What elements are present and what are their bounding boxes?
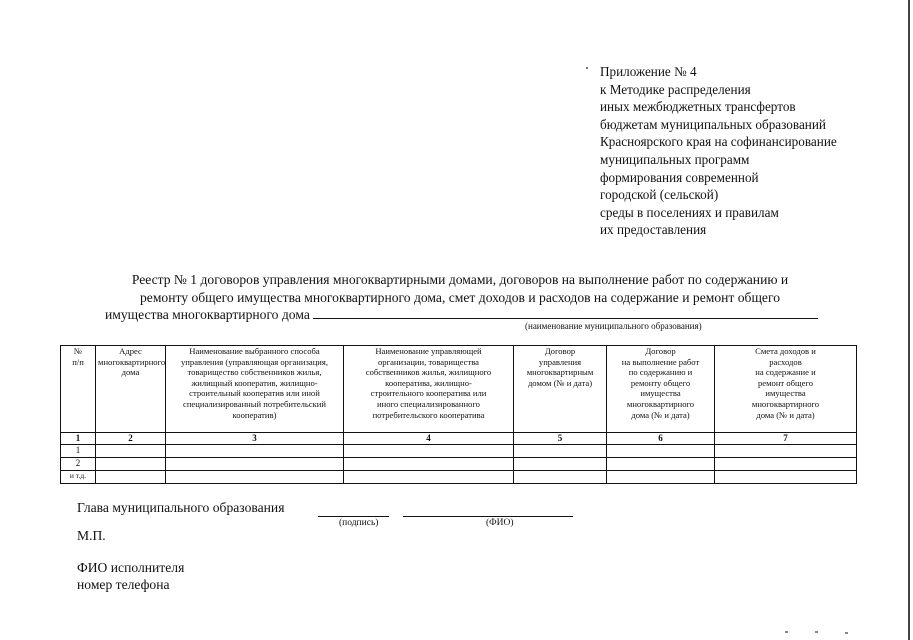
municipality-name-field[interactable] [313, 308, 818, 319]
table-cell[interactable] [715, 444, 857, 457]
table-cell[interactable] [344, 444, 514, 457]
col-header-estimate: Смета доходов и расходов на содержание и ремонт общего имущества многоквартирного дома (№ и дата) [715, 346, 857, 433]
appendix-line: городской (сельской) [600, 187, 719, 203]
signature-line[interactable] [318, 516, 389, 517]
column-number: 6 [607, 433, 715, 445]
appendix-line: формирования современной [600, 169, 759, 185]
seal-label: М.П. [77, 528, 106, 543]
column-number: 2 [96, 433, 166, 445]
table-cell[interactable] [607, 457, 715, 470]
table-row [61, 470, 857, 483]
executor-phone-label: номер телефона [77, 577, 170, 592]
title-line-2: ремонту общего имущества многоквартирного дома, смет доходов и расходов на содержание и ремонт общего [139, 289, 780, 305]
municipality-caption: (наименование муниципального образования) [525, 321, 702, 331]
col-header-management-method: Наименование выбранного способа управления (управляющая организация, товарищество собственников жилья, жилищный кооператив, жилищно- строительный кооператив или иной специализированный потребительский кооператив) [166, 346, 344, 433]
appendix-line: среды в поселениях и правилам [600, 204, 779, 220]
title-line-3 [60, 306, 860, 324]
table-header-row [61, 346, 857, 433]
register-table [60, 345, 857, 484]
signature-caption: (подпись) [339, 518, 379, 528]
col-header-works-contract: Договор на выполнение работ по содержанию и ремонту общего имущества многоквартирного дома (№ и дата) [607, 346, 715, 433]
appendix-line: иных межбюджетных трансфертов [600, 99, 796, 115]
column-number: 3 [166, 433, 344, 445]
scan-mark [586, 67, 588, 69]
row-number: и т.д. [61, 470, 96, 483]
table-cell[interactable] [166, 457, 344, 470]
col-header-organization: Наименование управляющей организации, товарищества собственников жилья, жилищного кооператива, жилищно- строительного кооператива или иного специализированного потребительского кооператива [344, 346, 514, 433]
table-cell[interactable] [344, 457, 514, 470]
col-header-address: Адрес многоквартирного дома [96, 346, 166, 433]
register-title [60, 271, 860, 324]
table-row [61, 457, 857, 470]
table-cell[interactable] [96, 444, 166, 457]
table-cell[interactable] [607, 444, 715, 457]
title-line-1: Реестр № 1 договоров управления многоквартирными домами, договоров на выполнение работ по содержанию и [131, 272, 789, 287]
table-cell[interactable] [166, 444, 344, 457]
row-number: 1 [61, 444, 96, 457]
column-number-row [61, 433, 857, 445]
table-cell[interactable] [607, 470, 715, 483]
column-number: 4 [344, 433, 514, 445]
row-number: 2 [61, 457, 96, 470]
table-cell[interactable] [166, 470, 344, 483]
column-number: 7 [715, 433, 857, 445]
table-row [61, 444, 857, 457]
executor-block [77, 559, 184, 593]
table-cell[interactable] [344, 470, 514, 483]
table-cell[interactable] [514, 470, 607, 483]
appendix-line: их предоставления [600, 222, 707, 238]
scan-speck [785, 631, 788, 633]
table-cell[interactable] [96, 457, 166, 470]
name-caption: (ФИО) [486, 518, 514, 528]
table-cell[interactable] [715, 457, 857, 470]
head-label: Глава муниципального образования [77, 500, 285, 515]
name-line[interactable] [403, 516, 573, 517]
table-cell[interactable] [514, 444, 607, 457]
col-header-management-contract: Договор управления многоквартирным домом (№ и дата) [514, 346, 607, 433]
appendix-line: Приложение № 4 [600, 64, 697, 79]
executor-name-label: ФИО исполнителя [77, 560, 185, 575]
appendix-line: к Методике распределения [600, 81, 751, 97]
appendix-block [600, 63, 837, 239]
column-number: 5 [514, 433, 607, 445]
table-cell[interactable] [514, 457, 607, 470]
appendix-line: бюджетам муниципальных образований [600, 116, 826, 132]
table-cell[interactable] [96, 470, 166, 483]
column-number: 1 [61, 433, 96, 445]
appendix-line: муниципальных программ [600, 151, 750, 167]
col-header-number: № п/п [61, 346, 96, 433]
table-cell[interactable] [715, 470, 857, 483]
scan-speck [815, 631, 818, 633]
title-line-3-text: имущества многоквартирного дома [105, 307, 310, 323]
appendix-line: Красноярского края на софинансирование [600, 134, 837, 150]
scan-speck [845, 632, 848, 634]
page-edge [908, 0, 910, 640]
